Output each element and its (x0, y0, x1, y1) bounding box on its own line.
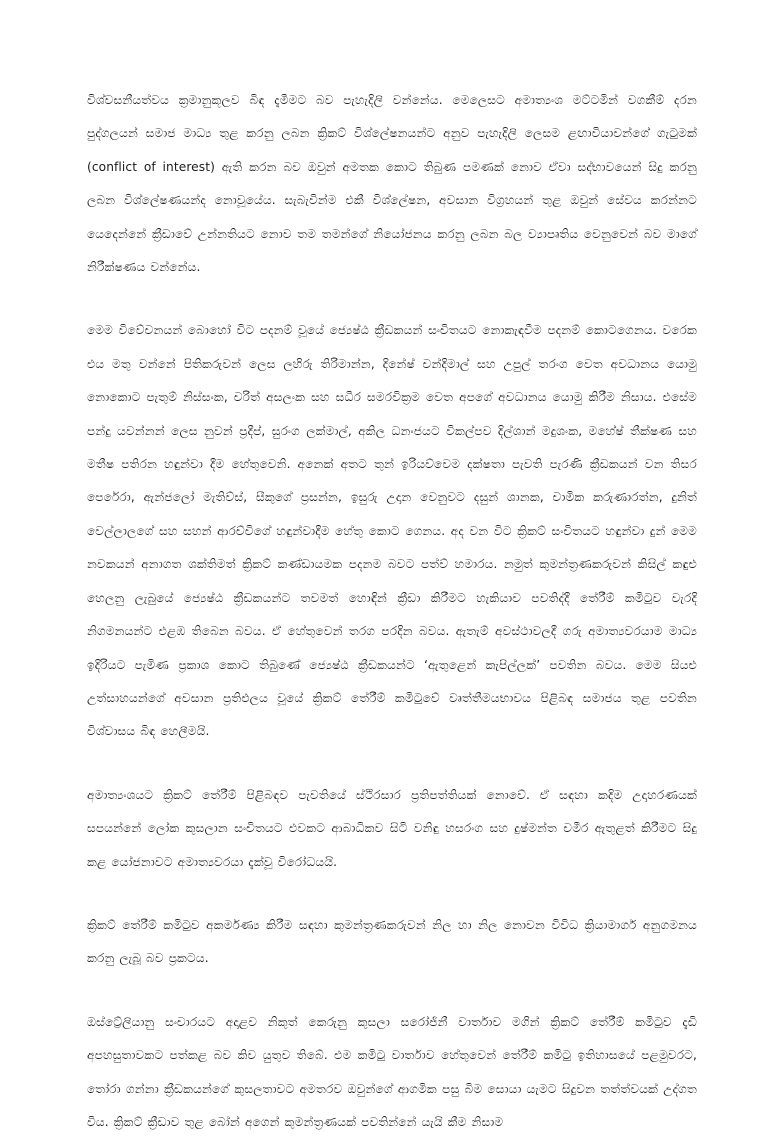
paragraph-5: ඔස්ට්‍රේලියානු සංචාරයට අදාළව නිකුත් කෙරුනු කුසලා සරෝජිනී වාර්තාව මගින් ක්‍රිකට් තේරීම් කමිටුව දැඩි අපහසුතාවකට පත්කළ බව කිව යුතුව තිබේ. එම කමිටු වාර්තාව හේතුවෙන් තේරීම් කමිටු ඉතිහාසයේ පළමුවරට, තෝරා ගන්නා ක්‍රීඩකයන්ගේ කුසලතාවට අමතරව ඔවුන්ගේ ආගමික පසු බිම සොයා යැමට සිදුවන තත්ත්වයක් උද්ගත විය. ක්‍රිකට් ක්‍රීඩාව තුළ බෝන් අගෙන් කුමන්ත්‍රණයක් පවතින්නේ යැයි කීම නිසාම (87, 1014, 697, 1129)
paragraph-1: විශ්වසනීයත්වය ක්‍රමානුකූලව බිඳ දැමීමට බව පැහැදිලි වන්නේය. මෙලෙසට අමාත්‍යංශ මට්ටමින් වගකීම් දරන පුද්ගලයන් සමාජ මාධ්‍ය තුළ කරනු ලබන ක්‍රිකට් විශ්ලේෂනයන්ට අනුව පැහැදිලි ලෙසම ළඟාවියාවන්ගේ ගැටුමක් (conflict of interest) ඇති කරන බව ඔවුන් අමතක කොට තිබුණ පමණක් නොව ඒවා සද්භාවයෙන් සිදු කරනු ලබන විශ්ලේෂණයන්ද නොවූයේය. සැබැවින්ම එකී විශ්ලේෂන, අවසාන විග්‍රහයන් තුළ ඔවුන් සේවය කරන්නට යෙදෙන්නේ ක්‍රීඩාවේ උන්නතියට නොව තම තමන්ගේ නියෝජනය කරනු ලබන බල ව්‍යාපෘතිය වෙනුවෙන් බව මාගේ නිරීක්ෂණය වන්නේය. (87, 93, 697, 275)
paragraph-3: අමාත්‍යංශයට ක්‍රිකට් තේරීම් පිළිබඳව පැවතියේ ස්ථිරසාර ප්‍රතිපත්තියක් නොවේ. ඒ සඳහා කදිම උදාහරණයක් සපයන්නේ ලෝක කුසලාන සංචිතයට එවකට ආබාධිකව සිටි වනිඳු හසරංග සහ දුෂ්මන්ත චමීර ඇතුළත් කිරීමට සිදු කළ යෝජනාවට අමාත්‍යවරයා දැක්වූ විරෝධයයි. (87, 787, 697, 869)
paragraph-4: ක්‍රිකට් තේරීම් කමිටුව අකර්මණ්‍ය කිරීම සඳහා කුමන්ත්‍රණකරුවන් නිල හා නිල නොවන විවිධ ක්‍රියාමාර්ග අනුගමනය කරනු ලැබූ බව ප්‍රකටය. (87, 917, 697, 966)
paragraph-2: මෙම විවේචනයන් බොහෝ විට පදනම් වූයේ ජ්‍යෙෂ්ඨ ක්‍රීඩකයන් සංචිතයට නොකැඳවීම පදනම් කොටගෙනය. වරෙක එය මතු වන්නේ පිතිකරුවන් ලෙස ලහිරු තිරිමාන්න, දිනේෂ් චන්දිමාල් සහ උපුල් තරංග වෙත අවධානය යොමු නොකොට පැතුම් නිස්සංක, චරිත් අසලංක සහ සධීර සමරවික්‍රම වෙත අපගේ අවධානය යොමු කිරීම නිසාය. එසේම පන්දු යවන්නන් ලෙස නුවන් ප්‍රදීප්, සුරංග ලක්මාල්, අකිල ධනංජයට විකල්පව දිල්ශාන් මදුශංක, මහේෂ් තීක්ෂණ සහ මතීෂ පතිරන හඳුන්වා දීම හේතුවෙනි. අනෙක් අතට තුන් ඉරියව්වෙම දක්ෂතා පැවති පැරණි ක්‍රීඩකයන් වන තිසර පෙරේරා, ඇන්ජලෝ මැතිව්ස්, සීකුගේ ප්‍රසන්න, ඉසුරු උදාන වෙනුවට දසුන් ශානක, චාමික කරුණාරත්න, දුනිත් වෙල්ලාලගේ සහ සහන් ආරච්චිගේ හඳුන්වාදීම හේතු කොට ගෙනය. අද වන විට ක්‍රිකට් සංචිතයට හඳුන්වා දුන් මෙම නවකයන් අනාගත ශක්තිමත් ක්‍රිකට් කණ්ඩායමක පදනම බවට පත්ව් හමාරය. නමුත් කුමන්ත්‍රණකරුවන් කිසිල් කඳුළු හෙලනු ලැබුයේ ජ්‍යෙෂ්ඨ ක්‍රීඩකයන්ට තවමත් හොඳින් ක්‍රීඩා කිරීමට හැකියාව පවතිද්දී තේරීම් කමිටුව වැරදි නිගමනයන්ට එළඹ තිබෙන බවය. ඒ හේතුවෙන් තරග පරදින බවය. ඇතැම් අවස්ථාවලදී ගරු අමාත්‍යවරයාම මාධ්‍ය ඉදිරියට පැමිණ ප්‍රකාශ කොට තිබුණේ ජ්‍යෙෂ්ඨ ක්‍රීඩකයන්ට ‘ඇතුළෙන් කැපිල්ලක්’ පවතින බවය. මෙම සියළු උත්සාහයන්ගේ අවසාන ප්‍රතිඵලය වූයේ ක්‍රිකට් තේරීම් කමිටුවේ වෘත්තීමයභාවය පිළිබඳ සමාජය තුළ පවතින විශ්වාසය බිඳ හෙලීමයි. (87, 323, 697, 739)
